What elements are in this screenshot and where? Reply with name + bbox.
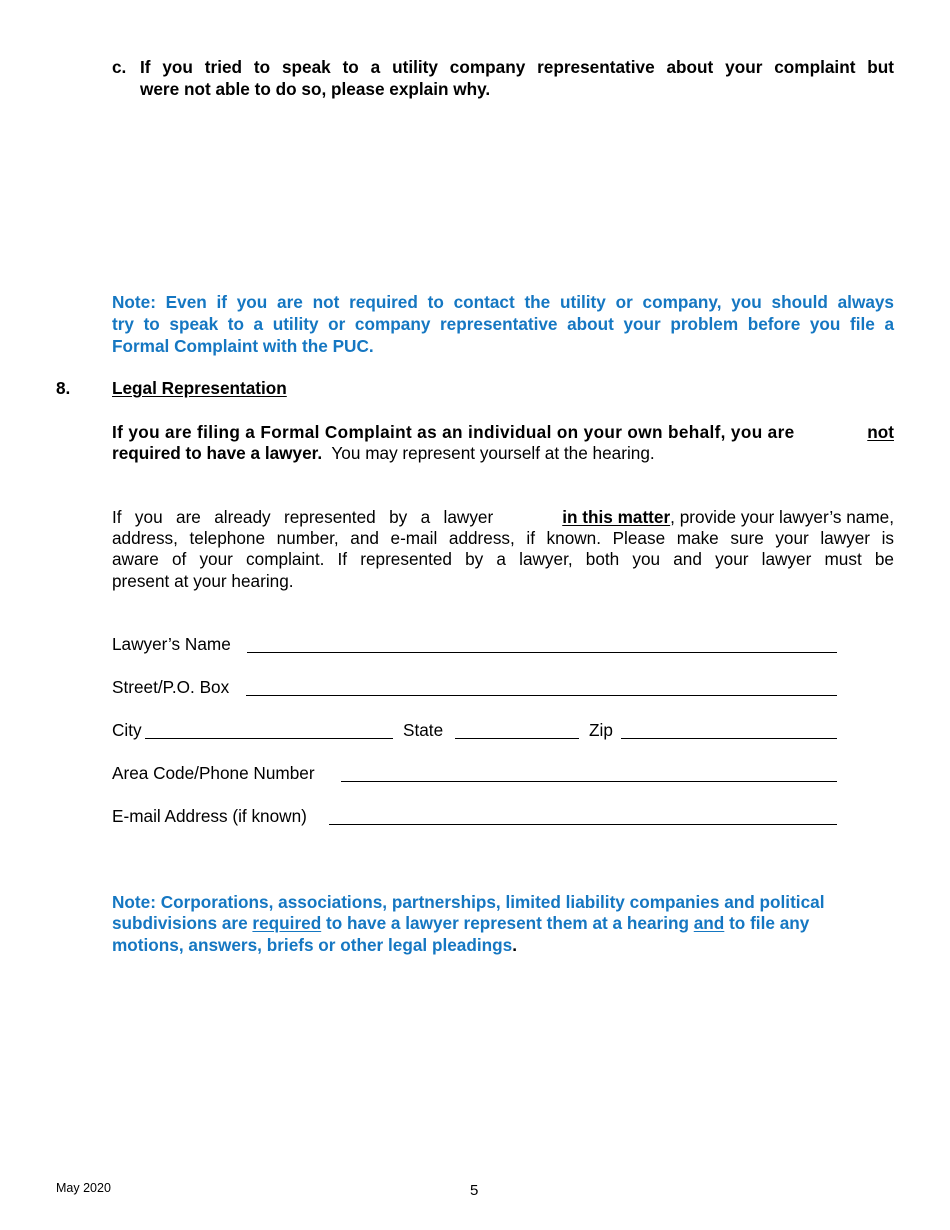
- lawyer-name-field[interactable]: [247, 652, 837, 653]
- note-contact-line3: Formal Complaint with the PUC.: [112, 336, 374, 356]
- question-c-answer-area[interactable]: [112, 108, 894, 278]
- zip-label: Zip: [589, 720, 613, 740]
- note-line2-e: to file any: [724, 913, 810, 933]
- zip-field[interactable]: [621, 738, 837, 739]
- note-contact-line2: try to speak to a utility or company representative about your problem before you file a: [112, 314, 894, 334]
- p2-line2: address, telephone number, and e-mail address, if known. Please make sure your lawyer is: [112, 528, 894, 548]
- p1-line1-underlined: not: [867, 422, 894, 442]
- section-title: Legal Representation: [112, 378, 287, 398]
- note-corporations-line3: [112, 935, 517, 957]
- p2-line4: present at your hearing.: [112, 571, 294, 591]
- footer-date: May 2020: [56, 1181, 111, 1195]
- p2-line1-emph: in this matter: [562, 507, 671, 527]
- note-corporations-line2: [112, 913, 809, 935]
- note-corporations-line1: Note: Corporations, associations, partnerships, limited liability companies and political: [112, 892, 825, 912]
- email-field[interactable]: [329, 824, 837, 825]
- note-line3-text: motions, answers, briefs or other legal pleadings: [112, 935, 513, 955]
- note-line3-period: .: [512, 935, 517, 955]
- p1-line2-normal: You may represent yourself at the hearing.: [322, 443, 655, 463]
- p2-line1-rest: [562, 507, 894, 529]
- p2-line1-post: , provide your lawyer’s name,: [670, 507, 894, 527]
- page-number: 5: [470, 1182, 479, 1199]
- section-number: 8.: [56, 378, 71, 398]
- note-contact-line1: Note: Even if you are not required to contact the utility or company, you should always: [112, 292, 894, 312]
- question-c-text-line1: If you tried to speak to a utility company representative about your complaint but: [140, 57, 894, 77]
- state-label: State: [403, 720, 444, 740]
- p1-line1-bold: If you are filing a Formal Complaint as an individual on your own behalf, you are: [112, 422, 795, 442]
- p1-line1: [112, 422, 894, 444]
- note-line2-c: to have a lawyer represent them at a hearing: [321, 913, 694, 933]
- state-field[interactable]: [455, 738, 579, 739]
- city-label: City: [112, 720, 142, 740]
- p1-line2: [112, 443, 655, 465]
- lawyer-name-label: Lawyer’s Name: [112, 634, 231, 654]
- street-field[interactable]: [246, 695, 837, 696]
- note-line2-and: and: [693, 913, 725, 933]
- note-line2-required: required: [252, 913, 322, 933]
- p2-line1-pre: If you are already represented by a lawyer: [112, 507, 494, 527]
- question-c-text-line2: were not able to do so, please explain why.: [140, 79, 491, 99]
- p1-line2-bold: required to have a lawyer.: [112, 443, 323, 463]
- street-label: Street/P.O. Box: [112, 677, 230, 697]
- note-line2-a: subdivisions are: [112, 913, 253, 933]
- p2-line3: aware of your complaint. If represented by a lawyer, both you and your lawyer must be: [112, 549, 894, 569]
- question-c-marker: c.: [112, 57, 127, 77]
- p2-line1: [112, 507, 894, 529]
- city-field[interactable]: [145, 738, 393, 739]
- phone-label: Area Code/Phone Number: [112, 763, 315, 783]
- email-label: E-mail Address (if known): [112, 806, 307, 826]
- phone-field[interactable]: [341, 781, 837, 782]
